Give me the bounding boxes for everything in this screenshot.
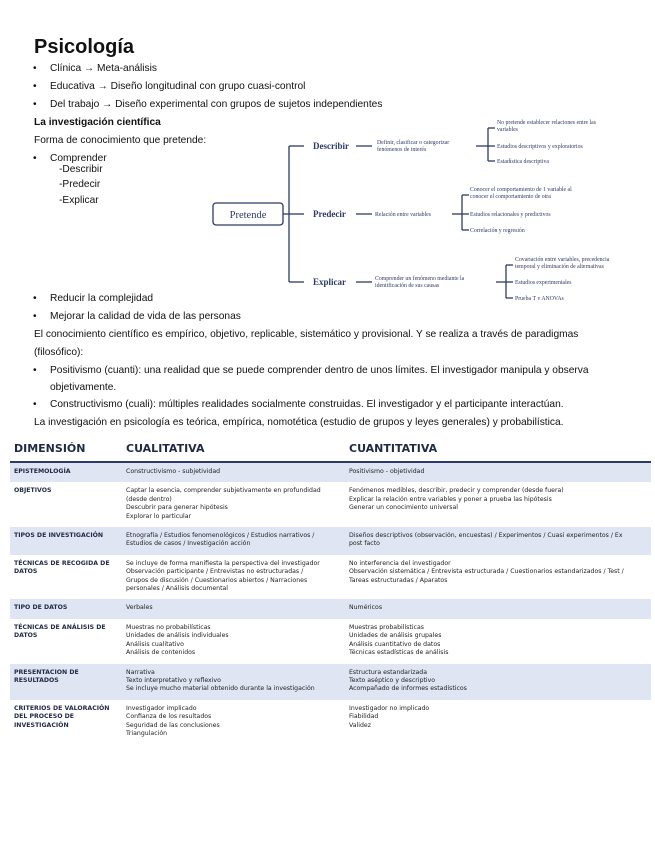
column-header: CUALITATIVA	[122, 436, 345, 462]
table-row	[10, 462, 651, 482]
page-title: Psicología	[34, 36, 135, 58]
cualitativa-cell	[122, 664, 345, 700]
cell-line: Se incluye de forma manifiesta la perspectiva del investigador	[126, 559, 320, 567]
dimension-cell	[10, 619, 122, 664]
concept-diagram	[0, 0, 655, 300]
cell-line: Seguridad de las conclusiones	[126, 721, 220, 729]
cuantitativa-cell	[345, 482, 651, 527]
cell-line: Captar la esencia, comprender subjetivamente en profundidad	[126, 487, 321, 495]
dimension-cell	[10, 664, 122, 700]
cuantitativa-cell	[345, 527, 651, 555]
cell-line: Investigador implicado	[126, 704, 197, 712]
diagram-item: Correlación y regresión	[470, 228, 525, 234]
cell-line: Tareas estructuradas / Aparatos	[349, 576, 448, 584]
diagram-item: Estudios relacionales y predictivos	[470, 212, 551, 218]
cell-line: Se incluye mucho material obtenido durante la investigación	[126, 685, 315, 693]
dimension-cell	[10, 599, 122, 618]
list-item: • Positivismo (cuanti): una realidad que se puede comprender dentro de unos límites. El investigador manipula y observa	[33, 365, 589, 376]
diagram-root-label: Pretende	[229, 210, 267, 221]
cell-line: Positivismo - objetividad	[349, 468, 425, 475]
cell-line: No interferencia del investigador	[349, 559, 451, 567]
cell-line: Observación participante / Entrevistas no estructuradas /	[126, 568, 304, 576]
diagram-desc: identificación de sus causas	[375, 283, 440, 289]
column-header: CUANTITATIVA	[345, 436, 651, 462]
cell-line: Triangulación	[126, 729, 168, 737]
list-item: • Reducir la complejidad	[33, 293, 154, 304]
cell-line: Grupos de discusión / Cuestionarios abiertos / Narraciones	[126, 576, 308, 584]
cell-line: CRITERIOS DE VALORACIÓN	[14, 704, 110, 712]
cell-line: TIPO DE DATOS	[14, 604, 68, 612]
cell-line: DATOS	[14, 568, 38, 576]
cell-line: Análisis de contenidos	[126, 649, 196, 657]
cuantitativa-cell	[345, 555, 651, 600]
intro-text: Forma de conocimiento que pretende:	[34, 135, 207, 146]
cell-line: Muestras probabilísticas	[349, 623, 424, 631]
diagram-desc: Definir, clasificar o categorizar	[377, 140, 450, 146]
diagram-branch-label: Describir	[313, 141, 349, 151]
list-item: • Educativa → Diseño longitudinal con grupo cuasi-control	[33, 81, 306, 92]
cuantitativa-cell	[345, 619, 651, 664]
cell-line: Texto aséptico y descriptivo	[349, 676, 436, 684]
diagram-item: No pretende establecer relaciones entre las	[497, 120, 596, 126]
cell-line: Verbales	[126, 604, 153, 612]
cualitativa-cell	[122, 700, 345, 745]
cualitativa-cell	[122, 462, 345, 482]
cell-line: OBJETIVOS	[14, 487, 52, 495]
table-row	[10, 482, 651, 527]
cell-line: INVESTIGACIÓN	[14, 721, 69, 729]
cell-line: Técnicas estadísticas de análisis	[349, 649, 449, 657]
cell-line: TÉCNICAS DE ANÁLISIS DE	[14, 623, 106, 631]
cualitativa-cell	[122, 555, 345, 600]
cell-line: Validez	[349, 721, 371, 729]
diagram-desc: Relación entre variables	[375, 212, 432, 218]
table-header-row	[10, 436, 651, 462]
sub-goal: -Explicar	[59, 195, 99, 206]
cell-line: (desde dentro)	[126, 495, 172, 503]
cell-line: Fenómenos medibles, describir, predecir y comprender (desde fuera)	[349, 487, 564, 495]
cell-line: Muestras no probabilísticas	[126, 623, 211, 631]
dimension-cell	[10, 462, 122, 482]
cell-line: Investigador no implicado	[349, 704, 430, 712]
diagram-item: temporal y eliminación de alternativas	[515, 264, 604, 270]
diagram-item: conocer el comportamiento de otra	[470, 194, 551, 200]
cell-line: personales / Análisis documental	[126, 585, 229, 593]
cell-line: Análisis cualitativo	[126, 640, 184, 648]
comparison-table	[10, 436, 651, 744]
diagram-item: Conocer el comportamiento de 1 variable al	[470, 187, 572, 193]
paragraph: (filosófico):	[34, 347, 84, 358]
cell-line: Descubrir para generar hipótesis	[126, 504, 228, 512]
cualitativa-cell	[122, 527, 345, 555]
column-header: DIMENSIÓN	[10, 436, 122, 462]
diagram-item: Estudios experimentales	[515, 280, 572, 286]
sub-goal: -Predecir	[59, 179, 101, 190]
table-row	[10, 700, 651, 745]
cell-line: post facto	[349, 540, 380, 548]
cell-line: DATOS	[14, 632, 38, 640]
diagram-branch-label: Predecir	[313, 209, 346, 219]
cell-line: Estudios de casos / Investigación acción	[126, 540, 251, 548]
diagram-branch-label: Explicar	[313, 277, 346, 287]
list-item: • Mejorar la calidad de vida de las personas	[33, 311, 241, 322]
table-row	[10, 619, 651, 664]
cualitativa-cell	[122, 599, 345, 618]
sub-goal: -Describir	[59, 164, 103, 175]
table-row	[10, 555, 651, 600]
diagram-item: Estadística descriptiva	[497, 159, 549, 165]
cell-line: DEL PROCESO DE	[14, 713, 75, 721]
cell-line: Acompañado de informes estadísticos	[349, 685, 467, 693]
cell-line: Confianza de los resultados	[126, 713, 212, 721]
list-item: • Comprender	[33, 153, 107, 164]
cell-line: Explorar lo particular	[126, 512, 192, 520]
diagram-item: Prueba T y ANOVAs	[515, 296, 564, 300]
diagram-desc: Comprender un fenómeno mediante la	[375, 276, 465, 282]
cell-line: Constructivismo - subjetividad	[126, 468, 221, 475]
dimension-cell	[10, 482, 122, 527]
cell-line: RESULTADOS	[14, 676, 59, 684]
cell-line: PRESENTACION DE	[14, 668, 79, 676]
diagram-desc: fenómenos de interés	[377, 147, 427, 153]
diagram-item: variables	[497, 127, 518, 133]
cualitativa-cell	[122, 619, 345, 664]
cuantitativa-cell	[345, 462, 651, 482]
table-row	[10, 527, 651, 555]
cell-line: TÉCNICAS DE RECOGIDA DE	[14, 559, 110, 567]
cell-line: Texto interpretativo y reflexivo	[126, 676, 221, 684]
paragraph: La investigación en psicología es teórica, empírica, nomotética (estudio de grupos y leyes generales) y probabilística.	[34, 417, 564, 428]
cell-line: Fiabilidad	[349, 713, 379, 721]
diagram-item: Estudios descriptivos y exploratorios	[497, 144, 583, 150]
cell-line: TIPOS DE INVESTIGACIÓN	[14, 532, 104, 540]
cell-line: Observación sistemática / Entrevista estructurada / Cuestionarios estandarizados / Test /	[349, 568, 624, 576]
cell-line: EPISTEMOLOGÍA	[14, 468, 71, 475]
cualitativa-cell	[122, 482, 345, 527]
cell-line: Diseños descriptivos (observación, encuestas) / Experimentos / Cuasi experimentos / Ex	[349, 532, 623, 540]
cell-line: Unidades de análisis individuales	[126, 632, 229, 640]
cell-line: Unidades de análisis grupales	[349, 632, 442, 640]
cuantitativa-cell	[345, 664, 651, 700]
cuantitativa-cell	[345, 599, 651, 618]
cell-line: Narrativa	[126, 668, 155, 676]
cell-line: Análisis cuantitativo de datos	[349, 640, 441, 648]
cell-line: Generar un conocimiento universal	[349, 504, 458, 512]
dimension-cell	[10, 527, 122, 555]
list-item: • Clínica → Meta-análisis	[33, 63, 158, 74]
cuantitativa-cell	[345, 700, 651, 745]
cell-line: Explicar la relación entre variables y poner a prueba las hipótesis	[349, 495, 552, 503]
diagram-item: Covariación entre variables, precedencia	[515, 257, 610, 263]
dimension-cell	[10, 700, 122, 745]
table-row	[10, 599, 651, 618]
cell-line: Numéricos	[349, 604, 383, 612]
table-row	[10, 664, 651, 700]
list-item: • Del trabajo → Diseño experimental con grupos de sujetos independientes	[33, 99, 383, 110]
paragraph: El conocimiento científico es empírico, objetivo, replicable, sistemático y provisional. Y se realiza a través de paradigmas	[34, 329, 579, 340]
dimension-cell	[10, 555, 122, 600]
list-item: • Constructivismo (cuali): múltiples realidades socialmente construidas. El investigador y el participante interactúan.	[33, 399, 564, 410]
list-item-continuation: objetivamente.	[50, 382, 117, 393]
section-heading: La investigación científica	[34, 117, 161, 128]
cell-line: Etnografía / Estudios fenomenológicos / Estudios narrativos /	[126, 532, 315, 540]
cell-line: Estructura estandarizada	[349, 668, 427, 676]
